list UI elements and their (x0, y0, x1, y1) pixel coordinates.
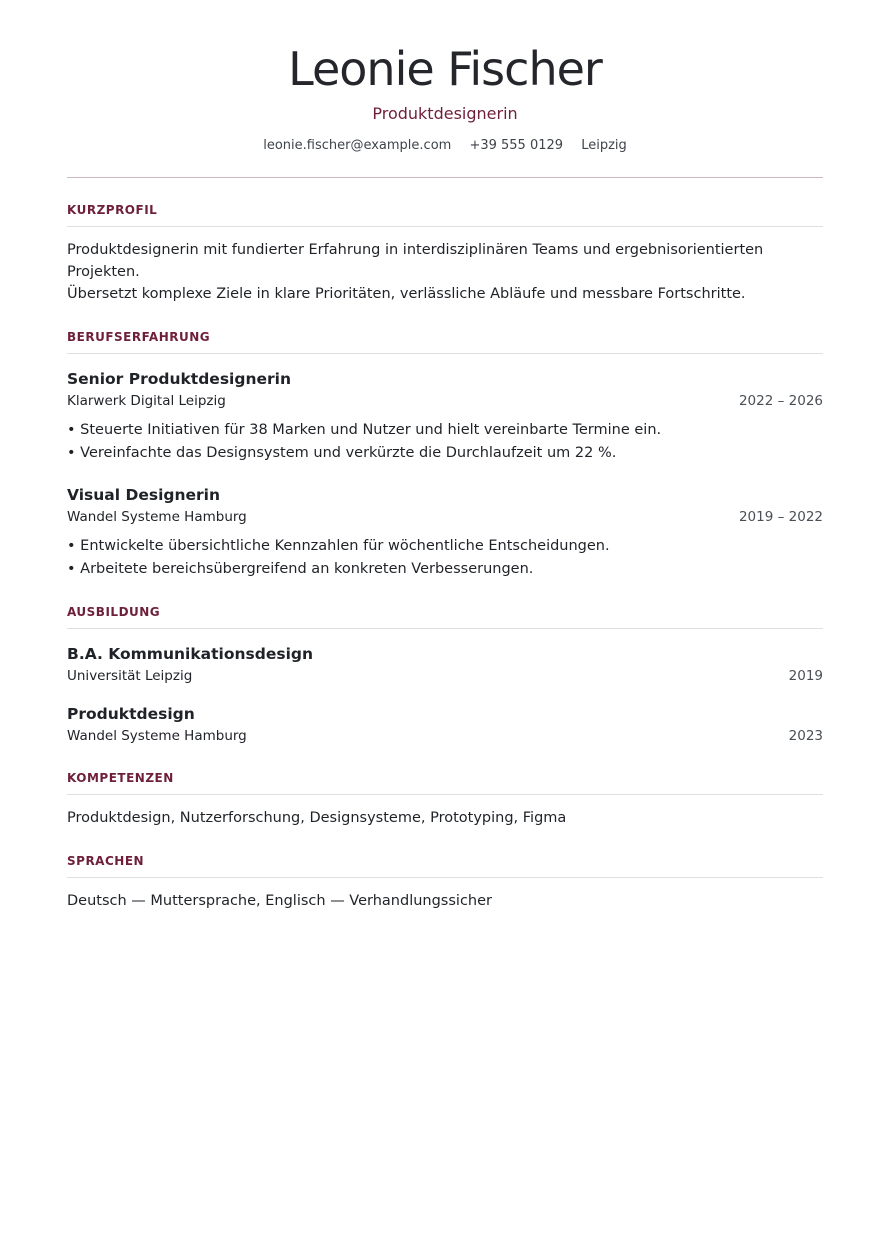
education-entry (67, 643, 823, 686)
education-entry (67, 703, 823, 746)
education-section (67, 580, 823, 746)
section-title-languages: SPRACHEN (67, 829, 823, 878)
contact-line (67, 137, 823, 155)
skills-text: Produktdesign, Nutzerforschung, Designsysteme, Prototyping, Figma (67, 810, 567, 826)
job-role: Produktdesignerin (372, 104, 518, 123)
skills-section (67, 746, 823, 829)
contact-phone: +39 555 0129 (469, 138, 564, 153)
resume-header (67, 0, 823, 178)
education-degree: Produktdesign (67, 705, 195, 723)
education-meta (67, 726, 823, 746)
job-title: Senior Produktdesignerin (67, 370, 291, 388)
person-name: Leonie Fischer (288, 42, 602, 96)
profile-line: Produktdesignerin mit fundierter Erfahrung in interdisziplinären Teams und ergebnisorientierten Projekten. (67, 242, 764, 280)
profile-line: Übersetzt komplexe Ziele in klare Prioritäten, verlässliche Abläufe und messbare Fortschritte. (67, 286, 746, 302)
job-bullets (67, 419, 823, 464)
job-company: Wandel Systeme Hamburg (67, 509, 247, 525)
education-school: Universität Leipzig (67, 668, 193, 684)
job-dates: 2022 – 2026 (738, 393, 823, 409)
education-degree: B.A. Kommunikationsdesign (67, 645, 314, 663)
education-school: Wandel Systeme Hamburg (67, 728, 247, 744)
job-meta (67, 391, 823, 411)
profile-section (67, 178, 823, 305)
section-title-skills: KOMPETENZEN (67, 746, 823, 795)
section-title-experience: BERUFSERFAHRUNG (67, 305, 823, 354)
education-year: 2023 (788, 728, 823, 744)
job-bullet: • Steuerte Initiativen für 38 Marken und Nutzer und hielt vereinbarte Termine ein. (67, 419, 823, 442)
profile-text (67, 239, 823, 305)
experience-section (67, 305, 823, 580)
section-title-profile: KURZPROFIL (67, 178, 823, 227)
job-entry (67, 368, 823, 464)
education-year: 2019 (788, 668, 823, 684)
contact-city: Leipzig (581, 138, 627, 153)
section-title-education: AUSBILDUNG (67, 580, 823, 629)
languages-text: Deutsch — Muttersprache, Englisch — Verhandlungssicher (67, 893, 492, 909)
job-company: Klarwerk Digital Leipzig (67, 393, 226, 409)
job-bullets (67, 535, 823, 580)
job-dates: 2019 – 2022 (738, 509, 823, 525)
job-bullet: • Arbeitete bereichsübergreifend an konkreten Verbesserungen. (67, 558, 823, 581)
job-meta (67, 507, 823, 527)
education-meta (67, 666, 823, 686)
job-bullet: • Vereinfachte das Designsystem und verkürzte die Durchlaufzeit um 22 %. (67, 442, 823, 465)
contact-email: leonie.fischer@example.com (263, 138, 452, 153)
job-entry (67, 484, 823, 580)
job-title: Visual Designerin (67, 486, 221, 504)
job-bullet: • Entwickelte übersichtliche Kennzahlen für wöchentliche Entscheidungen. (67, 535, 823, 558)
languages-section (67, 829, 823, 912)
